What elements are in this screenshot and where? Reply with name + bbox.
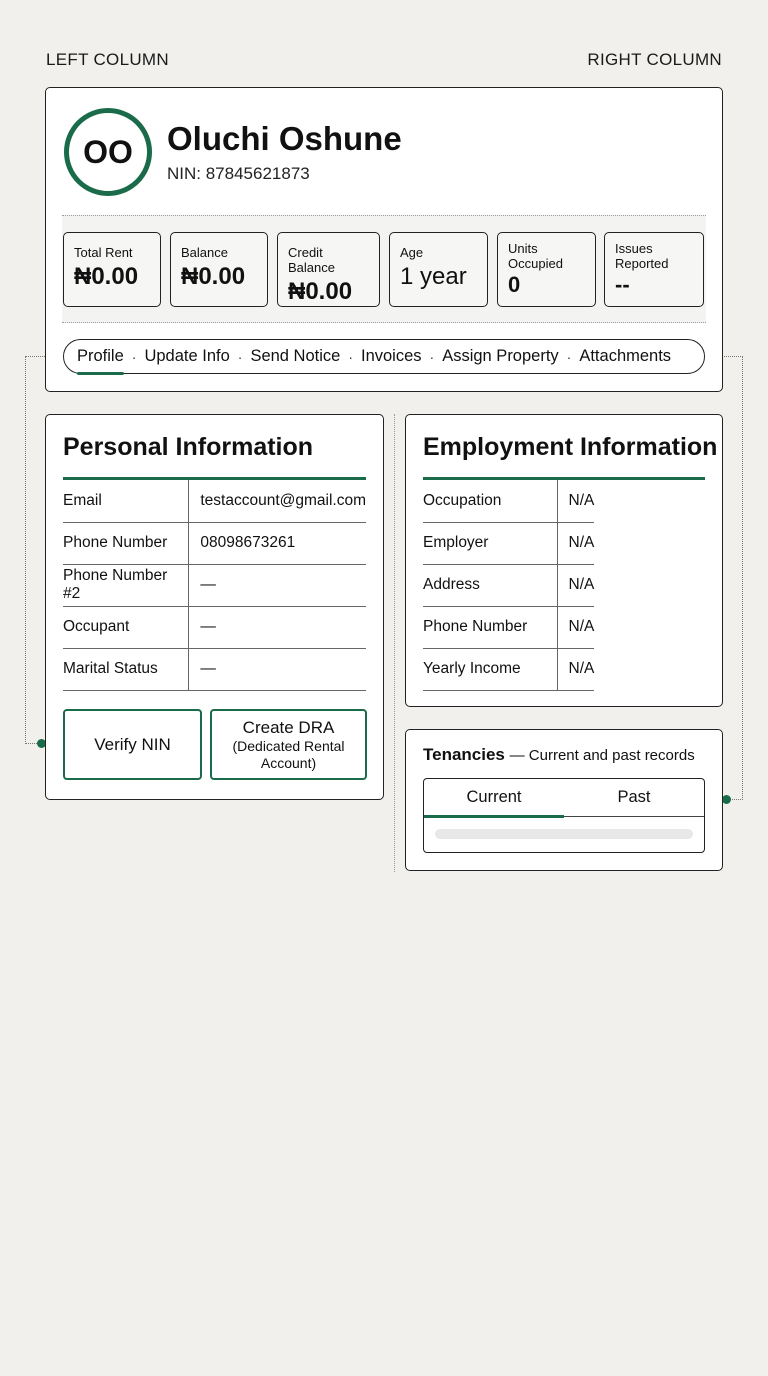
create-dra-sublabel: (Dedicated Rental Account): [232, 737, 345, 771]
stat-total-rent: [63, 232, 161, 307]
table-row: [423, 564, 594, 606]
table-row: [423, 480, 594, 522]
nin-number: NIN: 87845621873: [167, 164, 310, 183]
row-label: Phone Number: [63, 522, 189, 564]
stat-value: ₦0.00: [74, 263, 139, 290]
row-label: Occupant: [63, 606, 189, 648]
tenancies-subtitle: — Current and past records: [509, 747, 695, 764]
tenancies-panel: [423, 778, 705, 853]
row-label: Address: [423, 564, 557, 606]
employment-info-table: [423, 480, 594, 691]
table-row: [423, 648, 594, 690]
tab-attachments[interactable]: Attachments: [579, 347, 672, 365]
right-connector-vertical: [742, 356, 743, 800]
profile-card: [45, 87, 723, 392]
tab-separator: ·: [348, 348, 353, 365]
stat-label: Credit Balance: [288, 245, 335, 275]
table-row: [423, 522, 594, 564]
verify-nin-button[interactable]: [63, 709, 202, 780]
stat-age: [389, 232, 488, 307]
row-label: Occupation: [423, 480, 557, 522]
tab-current[interactable]: Current: [424, 779, 564, 816]
tab-assign-property[interactable]: Assign Property: [442, 347, 559, 365]
right-connector-dot: [722, 795, 731, 804]
table-row: [63, 648, 366, 690]
tab-past[interactable]: Past: [617, 788, 651, 806]
avatar: OO: [64, 108, 152, 196]
row-value: —: [189, 606, 366, 648]
tenancies-header: [423, 745, 695, 765]
tab-update-info[interactable]: Update Info: [144, 347, 230, 365]
row-label: Yearly Income: [423, 648, 557, 690]
tab-separator: ·: [566, 348, 572, 365]
tab-invoices[interactable]: Invoices: [361, 347, 422, 365]
personal-info-title: Personal Information: [63, 433, 314, 461]
stat-value: --: [615, 272, 630, 297]
stat-value: ₦0.00: [181, 263, 246, 290]
tab-separator: ·: [237, 348, 243, 365]
left-connector-vertical: [25, 356, 26, 744]
row-label: Phone Number: [423, 606, 557, 648]
table-row: [63, 480, 366, 522]
verify-nin-label: Verify NIN: [94, 734, 171, 754]
create-dra-button[interactable]: [210, 709, 367, 780]
tenant-name: Oluchi Oshune: [167, 120, 402, 157]
stat-label: Balance: [181, 245, 228, 260]
row-value: N/A: [557, 480, 594, 522]
column-divider: [394, 414, 395, 872]
profile-tabs: [63, 339, 705, 374]
row-label: Employer: [423, 522, 557, 564]
row-value: 08098673261: [189, 522, 366, 564]
tenancies-tabs: [424, 779, 704, 817]
row-value: testaccount@gmail.com: [189, 480, 366, 522]
right-column-label: RIGHT COLUMN: [587, 50, 722, 69]
row-value: N/A: [557, 564, 594, 606]
tab-separator: ·: [429, 348, 435, 365]
stat-balance: [170, 232, 268, 307]
table-row: [63, 606, 366, 648]
stat-value: 1 year: [400, 263, 467, 290]
row-label: Email: [63, 480, 189, 522]
row-value: N/A: [557, 648, 594, 690]
row-value: N/A: [557, 522, 594, 564]
table-row: [63, 564, 366, 606]
stat-label: Total Rent: [74, 245, 133, 260]
personal-info-card: [45, 414, 384, 800]
tenancies-card: [405, 729, 723, 871]
employment-info-card: [405, 414, 723, 707]
row-label: Marital Status: [63, 648, 189, 690]
stat-label: Units Occupied: [508, 241, 563, 271]
stat-units-occupied: [497, 232, 596, 307]
stat-credit-balance: [277, 232, 380, 307]
personal-info-table: [63, 480, 366, 691]
left-column-label: LEFT COLUMN: [46, 50, 169, 69]
create-dra-label: Create DRA: [242, 717, 335, 737]
row-value: —: [189, 648, 366, 690]
tab-profile[interactable]: Profile: [77, 347, 124, 365]
tab-send-notice[interactable]: Send Notice: [250, 347, 341, 365]
employment-info-title: Employment Information: [423, 433, 718, 461]
row-value: —: [189, 564, 366, 606]
stat-issues-reported: [604, 232, 704, 307]
table-row: [63, 522, 366, 564]
tab-separator: ·: [131, 348, 137, 365]
row-label: Phone Number #2: [63, 564, 189, 606]
stat-value: ₦0.00: [288, 278, 353, 305]
table-row: [423, 606, 594, 648]
stat-label: Issues Reported: [615, 241, 669, 271]
row-value: N/A: [557, 606, 594, 648]
stat-value: 0: [508, 272, 521, 297]
stats-band: [62, 215, 706, 323]
tenancies-title: Tenancies: [423, 745, 505, 764]
loading-placeholder: [435, 829, 693, 839]
stat-label: Age: [400, 245, 424, 260]
